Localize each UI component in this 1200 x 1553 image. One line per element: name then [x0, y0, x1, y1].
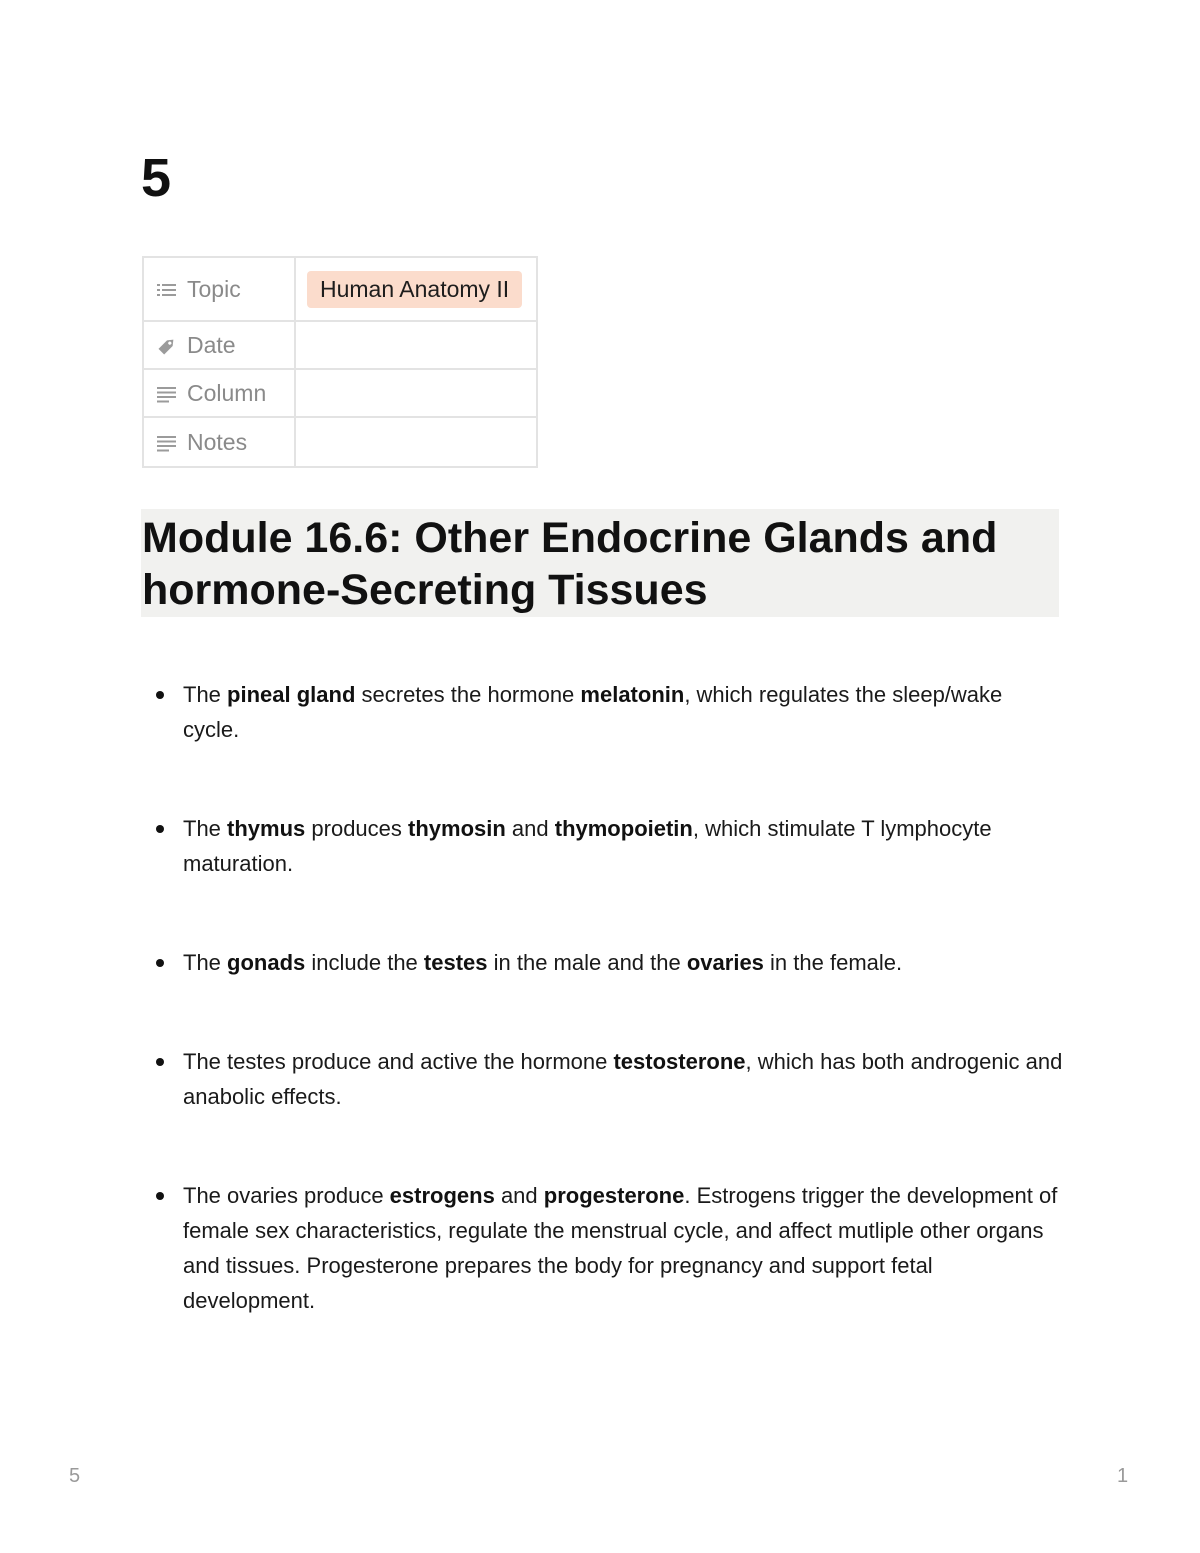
section-heading: Module 16.6: Other Endocrine Glands and hormone-Secreting Tissues — [142, 514, 998, 614]
text-segment: in the female. — [763, 950, 903, 975]
property-key-column — [143, 369, 295, 417]
footer-page-title: 5 — [69, 1465, 81, 1487]
bold-term: estrogens — [389, 1183, 495, 1208]
list-icon — [156, 281, 178, 299]
bold-term: ovaries — [686, 950, 764, 975]
page-number: 1 — [1117, 1465, 1129, 1487]
bullet-dot-icon — [156, 1058, 164, 1066]
list-item — [183, 945, 1063, 980]
bold-term: thymosin — [408, 816, 506, 841]
property-row-topic — [143, 257, 537, 321]
text-segment: , which stimulate T lymphocyte maturation. — [183, 816, 992, 876]
property-label-topic: Topic — [187, 275, 241, 302]
property-key-topic — [143, 257, 295, 321]
text-segment: The testes produce and active the hormone — [183, 1049, 614, 1074]
property-key-notes — [143, 417, 295, 467]
text-segment: and — [494, 1183, 544, 1208]
text-segment: include the — [305, 950, 424, 975]
tag-icon — [156, 337, 178, 355]
bold-term: thymopoietin — [554, 816, 693, 841]
list-item — [183, 1044, 1063, 1114]
text-segment: and — [505, 816, 555, 841]
text-segment: The — [183, 950, 228, 975]
property-label-column: Column — [187, 379, 267, 406]
bold-term: testosterone — [613, 1049, 746, 1074]
bold-term: testes — [423, 950, 488, 975]
property-value-column[interactable] — [295, 369, 537, 417]
property-label-notes: Notes — [187, 428, 248, 455]
property-value-topic[interactable] — [295, 257, 537, 321]
text-segment: , which regulates the sleep/wake cycle. — [183, 682, 1003, 742]
property-row-date — [143, 321, 537, 369]
bullet-list — [183, 677, 1063, 1382]
property-value-date[interactable] — [295, 321, 537, 369]
list-item — [183, 677, 1063, 747]
page-title: 5 — [141, 148, 172, 208]
property-row-column — [143, 369, 537, 417]
list-item — [183, 1178, 1063, 1318]
text-segment: secretes the hormone — [355, 682, 581, 707]
property-row-notes — [143, 417, 537, 467]
text-lines-icon — [156, 385, 178, 403]
text-segment: produces — [305, 816, 409, 841]
text-segment: The ovaries produce — [183, 1183, 390, 1208]
property-value-notes[interactable] — [295, 417, 537, 467]
text-segment: The — [183, 682, 228, 707]
bold-term: gonads — [227, 950, 306, 975]
bullet-dot-icon — [156, 1192, 164, 1200]
text-segment: The — [183, 816, 228, 841]
properties-table — [142, 256, 538, 468]
topic-tag[interactable]: Human Anatomy II — [307, 271, 522, 308]
property-label-date: Date — [187, 331, 236, 358]
text-segment: in the male and the — [487, 950, 687, 975]
bullet-dot-icon — [156, 691, 164, 699]
bold-term: thymus — [227, 816, 306, 841]
bold-term: melatonin — [580, 682, 685, 707]
property-key-date — [143, 321, 295, 369]
bold-term: progesterone — [543, 1183, 685, 1208]
text-lines-icon — [156, 434, 178, 452]
text-segment: , which has both androgenic and anabolic effects. — [183, 1049, 1063, 1109]
list-item — [183, 811, 1063, 881]
bullet-dot-icon — [156, 825, 164, 833]
bullet-dot-icon — [156, 959, 164, 967]
text-segment: . Estrogens trigger the development of female sex characteristics, regulate the menstrual cycle, and affect mutliple other organs and tissues. Progesterone prepares the body for pregnancy and support fetal development. — [183, 1183, 1058, 1313]
bold-term: pineal gland — [227, 682, 356, 707]
heading-block — [141, 509, 1059, 617]
